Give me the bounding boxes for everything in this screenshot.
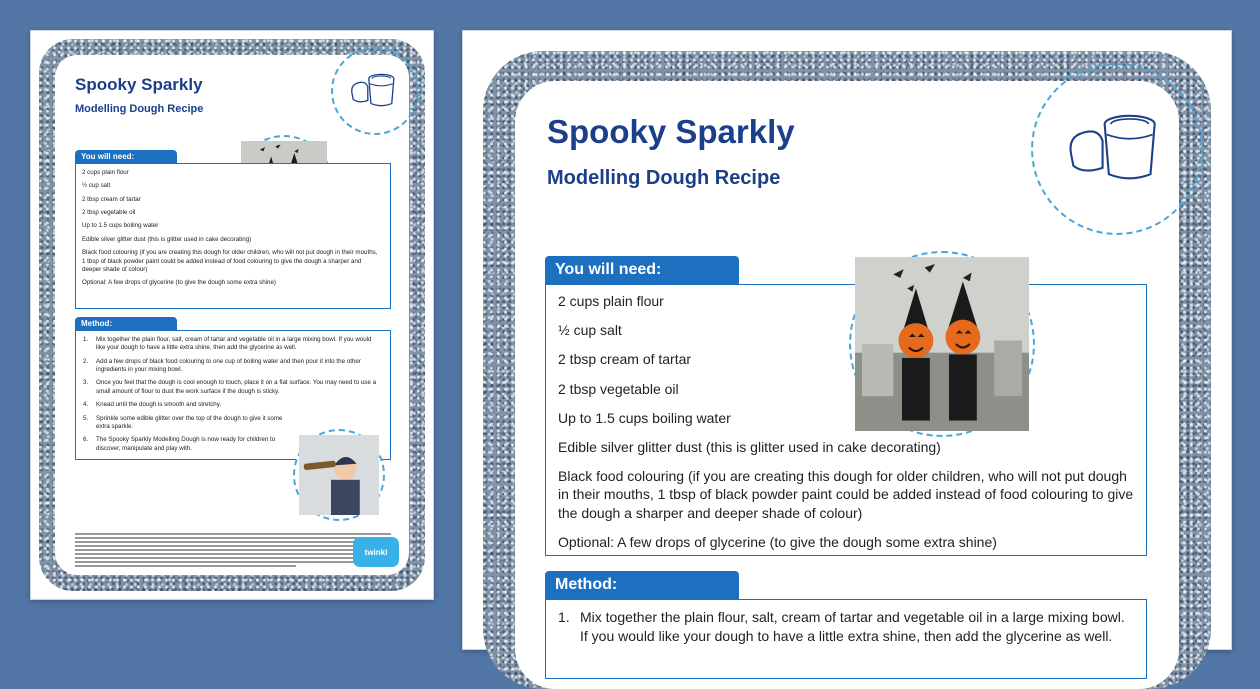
recipe-subtitle: Modelling Dough Recipe (547, 167, 781, 189)
ingredient-item: Optional: A few drops of glycerine (to give the dough some extra shine) (82, 279, 276, 287)
ingredient-item: 2 tbsp cream of tartar (82, 195, 141, 203)
photo-telescope (293, 429, 385, 521)
method-step (83, 401, 286, 409)
ingredient-item: Up to 1.5 cups boiling water (558, 409, 731, 426)
ingredient-item: ½ cup salt (558, 322, 622, 339)
method-step (83, 379, 382, 396)
step-number: 1. (83, 336, 89, 343)
recipe-title: Spooky Sparkly (75, 75, 203, 94)
twinkl-logo: twinkl (353, 537, 399, 567)
step-text: Add a few drops of black food colouring to one cup of boiling water and then pour it into the other ingredients in your mixing bowl. (96, 357, 361, 374)
recipe-sheet-detail[interactable] (462, 30, 1232, 650)
ingredient-item: Black food colouring (if you are creating this dough for older children, who will not put dough in their mouths, 1 tbsp of black powder paint could be added instead of food colouring to give the dough a sharper and deeper shade of colour) (82, 249, 378, 273)
method-step (83, 414, 286, 432)
ingredient-item: Edible silver glitter dust (this is glitter used in cake decorating) (82, 235, 252, 243)
method-step (83, 357, 382, 375)
step-number: 5. (83, 414, 89, 422)
ingredient-item: 2 tbsp vegetable oil (558, 380, 679, 397)
ingredient-item: Black food colouring (if you are creating this dough for older children, who will not put dough in their mouths, 1 tbsp of black powder paint could be added instead of food colouring to give the dough a sharper and deeper shade of colour) (558, 468, 1134, 521)
step-text: Mix together the plain flour, salt, cream of tartar and vegetable oil in a large mixing bowl. If you would like your dough to have a little extra shine, then add the glycerine as well. (580, 609, 1125, 644)
ingredient-item: Up to 1.5 cups boiling water (82, 222, 159, 230)
step-number: 1. (558, 609, 570, 625)
step-number: 2. (83, 357, 89, 365)
photo-witches (849, 251, 1035, 437)
recipe-card (55, 55, 409, 575)
recipe-sheet-thumbnail[interactable] (30, 30, 434, 600)
ingredients-list (546, 285, 1146, 569)
step-text: The Spooky Sparkly Modelling Dough is now ready for children to discover, manipulate and play with. (96, 436, 276, 452)
step-number: 3. (83, 379, 89, 387)
dough-pot-icon (1031, 63, 1203, 235)
ingredient-item: Optional: A few drops of glycerine (to give the dough some extra shine) (558, 533, 997, 550)
ingredient-item: Edible silver glitter dust (this is glitter used in cake decorating) (558, 438, 941, 455)
method-heading: Method: (545, 571, 739, 599)
method-box (545, 599, 1147, 679)
ingredient-item: 2 tbsp vegetable oil (82, 209, 136, 217)
you-will-need-box (75, 163, 391, 309)
step-text: Mix together the plain flour, salt, cream of tartar and vegetable oil in a large mixing bowl. If you would like your dough to have a little extra shine, then add the glycerine as well. (96, 336, 372, 352)
step-number: 6. (83, 436, 89, 444)
safety-disclaimer-fineprint (75, 533, 391, 569)
step-text: Knead until the dough is smooth and stretchy. (96, 401, 222, 409)
method-step (83, 336, 382, 353)
you-will-need-heading: You will need: (75, 150, 177, 163)
ingredient-item: ½ cup salt (82, 182, 111, 190)
method-step (558, 608, 1134, 646)
you-will-need-heading: You will need: (545, 256, 739, 284)
step-text: Once you feel that the dough is cool enough to touch, place it on a flat surface. You may need to use a small amount of flour to dust the work surface if the dough is sticky. (96, 379, 377, 395)
recipe-subtitle: Modelling Dough Recipe (75, 103, 204, 115)
ingredient-item: 2 cups plain flour (82, 169, 129, 176)
recipe-title: Spooky Sparkly (547, 113, 795, 150)
method-steps (546, 600, 1146, 654)
ingredient-item: 2 cups plain flour (558, 293, 664, 309)
ingredients-list (76, 164, 378, 298)
dough-pot-icon (331, 47, 419, 135)
method-heading: Method: (75, 317, 177, 330)
step-number: 4. (83, 401, 89, 409)
step-text: Sprinkle some edible glitter over the top of the dough to give it some extra sparkle. (96, 414, 283, 430)
ingredient-item: 2 tbsp cream of tartar (558, 351, 692, 368)
you-will-need-box (545, 284, 1147, 556)
method-step (83, 436, 286, 453)
recipe-card (515, 81, 1179, 689)
